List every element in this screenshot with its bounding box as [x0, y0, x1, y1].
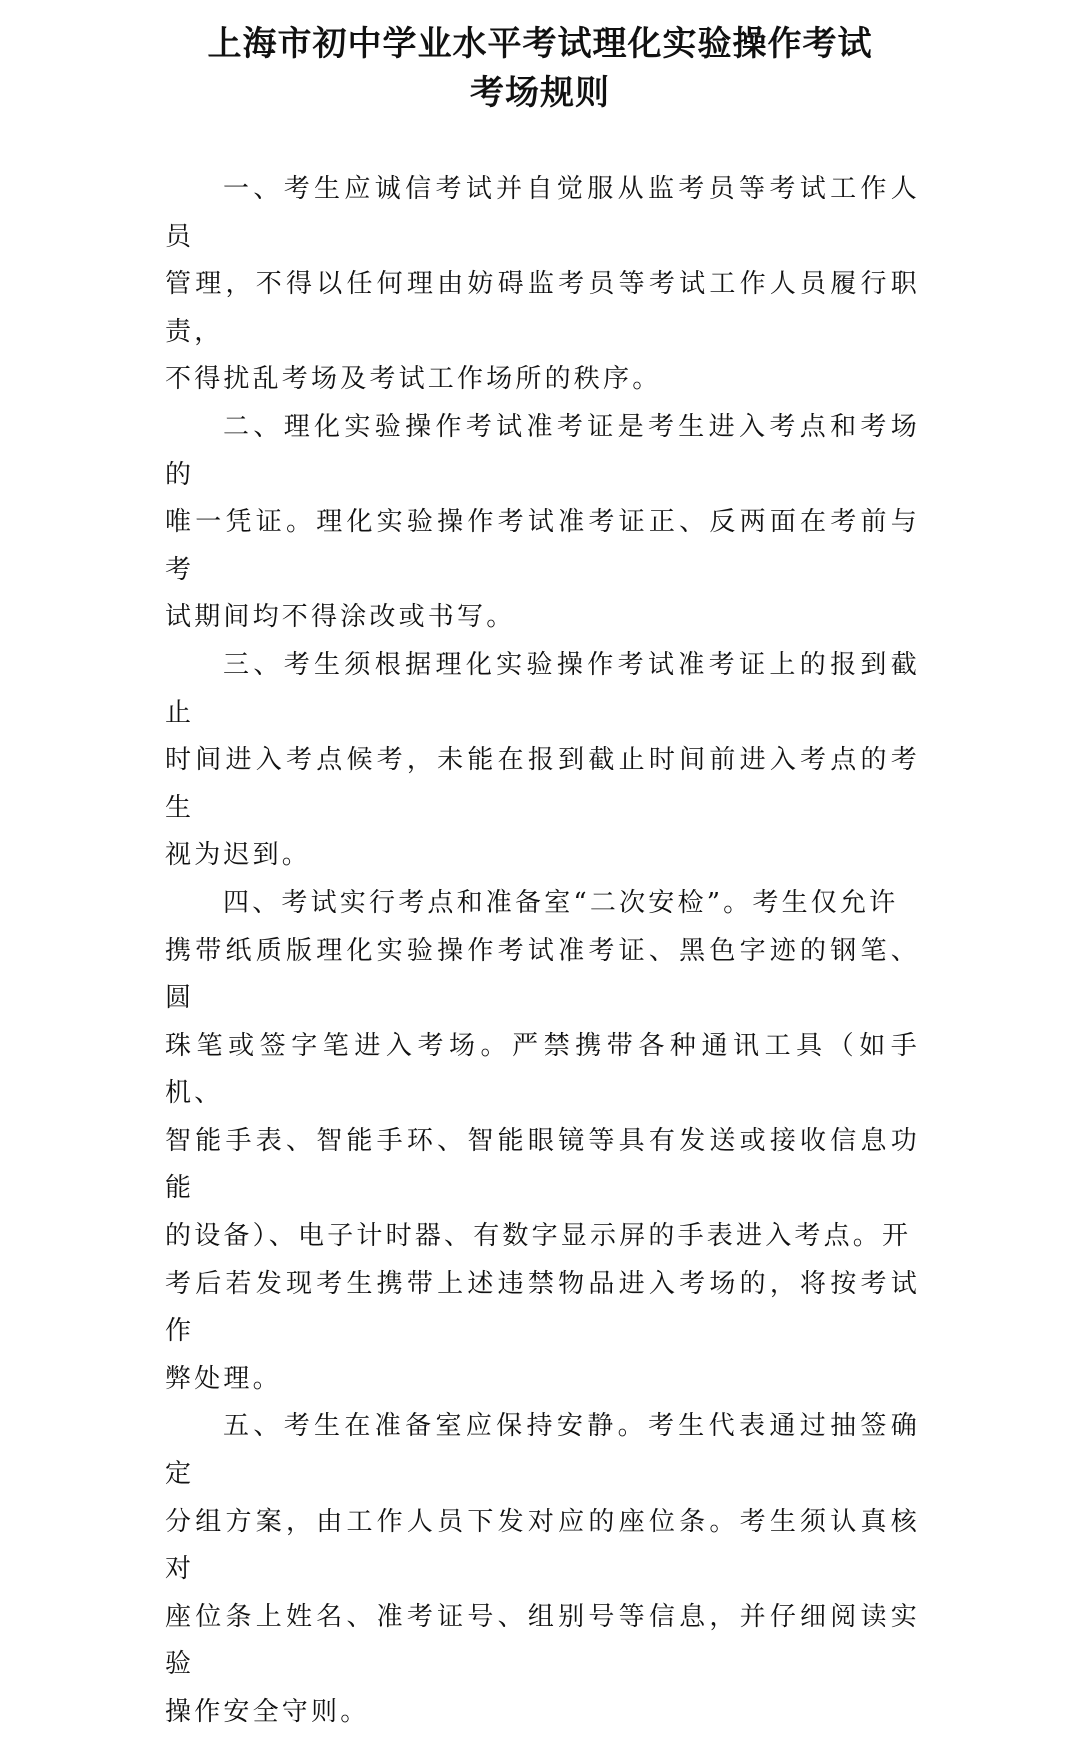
rule-paragraph-1: 一、考生应诚信考试并自觉服从监考员等考试工作人员 管理，不得以任何理由妨碍监考员等考试工作人员履行职责， 不得扰乱考场及考试工作场所的秩序。 [165, 174, 920, 395]
rule-paragraph-3: 三、考生须根据理化实验操作考试准考证上的报到截止 时间进入考点候考，未能在报到截止时间前进入考点的考生 视为迟到。 [165, 649, 920, 871]
rule-paragraph-5: 五、考生在准备室应保持安静。考生代表通过抽签确定 分组方案，由工作人员下发对应的座位条。考生须认真核对 座位条上姓名、准考证号、组别号等信息，并仔细阅读实验 操作安全守则。 [165, 1411, 920, 1727]
rules-body [165, 166, 920, 1737]
document-title: 上海市初中学业水平考试理化实验操作考试 [207, 24, 873, 64]
rule-paragraph-4: 四、考试实行考点和准备室“二次安检”。考生仅允许 携带纸质版理化实验操作考试准考证、黑色字迹的钢笔、圆 珠笔或签字笔进入考场。严禁携带各种通讯工具（如手机、 智能手表、智能手环、智能眼镜等具有发送或接收信息功能 的设备）、电子计时器、有数字显示屏的手表进入考点。开 考后若发现考生携带上述违禁物品进入考场的，将按考试作 弊处理。 [165, 887, 920, 1394]
rule-paragraph-2: 二、理化实验操作考试准考证是考生进入考点和考场的 唯一凭证。理化实验操作考试准考证正、反两面在考前与考 试期间均不得涂改或书写。 [165, 411, 920, 633]
document-subtitle: 考场规则 [470, 73, 610, 113]
